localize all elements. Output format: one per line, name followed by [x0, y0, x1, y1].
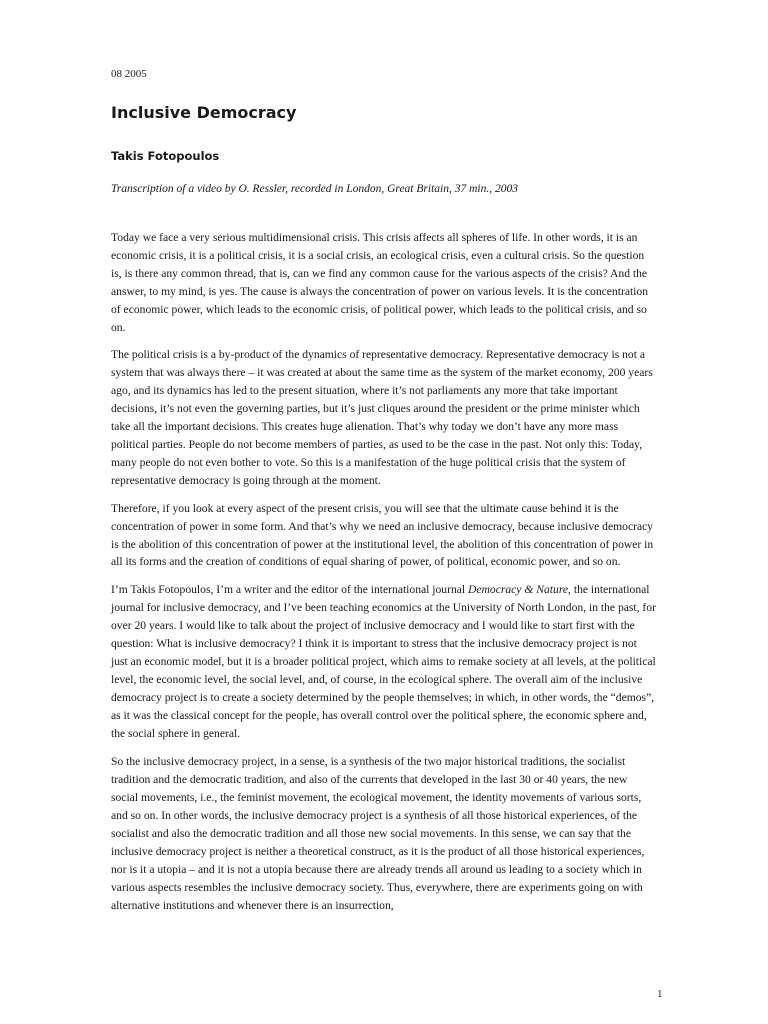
document-author: Takis Fotopoulos: [111, 149, 220, 163]
paragraph: [111, 581, 656, 742]
journal-title: Democracy & Nature: [468, 583, 569, 597]
paragraph: The political crisis is a by-product of the dynamics of representative democracy. Representative democracy is not a system that was always there – it was created at about the same time as the system of the market economy, 200 years ago, and its dynamics has led to the present situation, where it’s not parliaments any more that take important decisions, it’s not even the governing parties, but it’s just cliques around the president or the prime minister which take all the important decisions. This creates huge alienation. That’s why today we don’t have any more mass political parties. People do not become members of parties, as used to be the case in the past. Not only this: Today, many people do not even bother to vote. So this is a manifestation of the huge political crisis that the system of representative democracy is going through at the moment.: [111, 348, 653, 487]
paragraph: Today we face a very serious multidimensional crisis. This crisis affects all spheres of life. In other words, it is an economic crisis, it is a political crisis, it is a social crisis, an ecological crisis, even a cultural crisis. So the question is, is there any common thread, that is, can we find any common cause for the various aspects of the crisis? And the answer, to my mind, is yes. The cause is always the concentration of power on various levels. It is the concentration of economic power, which leads to the economic crisis, of political power, which leads to the political crisis, and so on.: [111, 231, 648, 334]
page-number: 1: [657, 988, 663, 1000]
paragraph-text: I’m Takis Fotopoulos, I’m a writer and the editor of the international journal: [111, 583, 469, 597]
document-date: 08 2005: [111, 68, 147, 80]
document-body: [111, 229, 656, 925]
paragraph-text: , the international journal for inclusive democracy, and I’ve been teaching economics at the University of North London, in the past, for over 20 years. I would like to talk about the project of inclusive democracy and I would like to start first with the question: What is inclusive democracy? I think it is important to stress that the inclusive democracy project is not just an economic model, but it is a broader political project, which aims to remake society at all levels, at the political level, the economic level, the social level, and, of course, in the ecological sphere. The overall aim of the inclusive democracy project is to create a society determined by the people themselves; in which, in other words, the “demos”, as it was the classical concept for the people, has overall control over the political sphere, the economic sphere and, the social sphere in general.: [111, 583, 656, 740]
document-subtitle: Transcription of a video by O. Ressler, recorded in London, Great Britain, 37 min., 2003: [111, 183, 518, 195]
paragraph: Therefore, if you look at every aspect of the present crisis, you will see that the ultimate cause behind it is the concentration of power in some form. And that’s why we need an inclusive democracy, because inclusive democracy is the abolition of this concentration of power at the institutional level, the abolition of this concentration of power in all its forms and the creation of conditions of equal sharing of power, of political, economic power, and so on.: [111, 501, 654, 569]
paragraph: So the inclusive democracy project, in a sense, is a synthesis of the two major historical traditions, the socialist tradition and the democratic tradition, and also of the currents that developed in the last 30 or 40 years, the new social movements, i.e., the feminist movement, the ecological movement, the identity movements of various sorts, and so on. In other words, the inclusive democracy project is a synthesis of all those historical experiences, of the socialist and also the democratic tradition and all those new social movements. In this sense, we can say that the inclusive democracy project is neither a theoretical construct, as it is the product of all those historical experiences, nor is it a utopia – and it is not a utopia because there are already trends all around us leading to a society which in various aspects resembles the inclusive democracy society. Thus, everywhere, there are experiments going on with alternative institutions and whenever there is an insurrection,: [111, 755, 645, 912]
document-title: Inclusive Democracy: [111, 103, 297, 122]
